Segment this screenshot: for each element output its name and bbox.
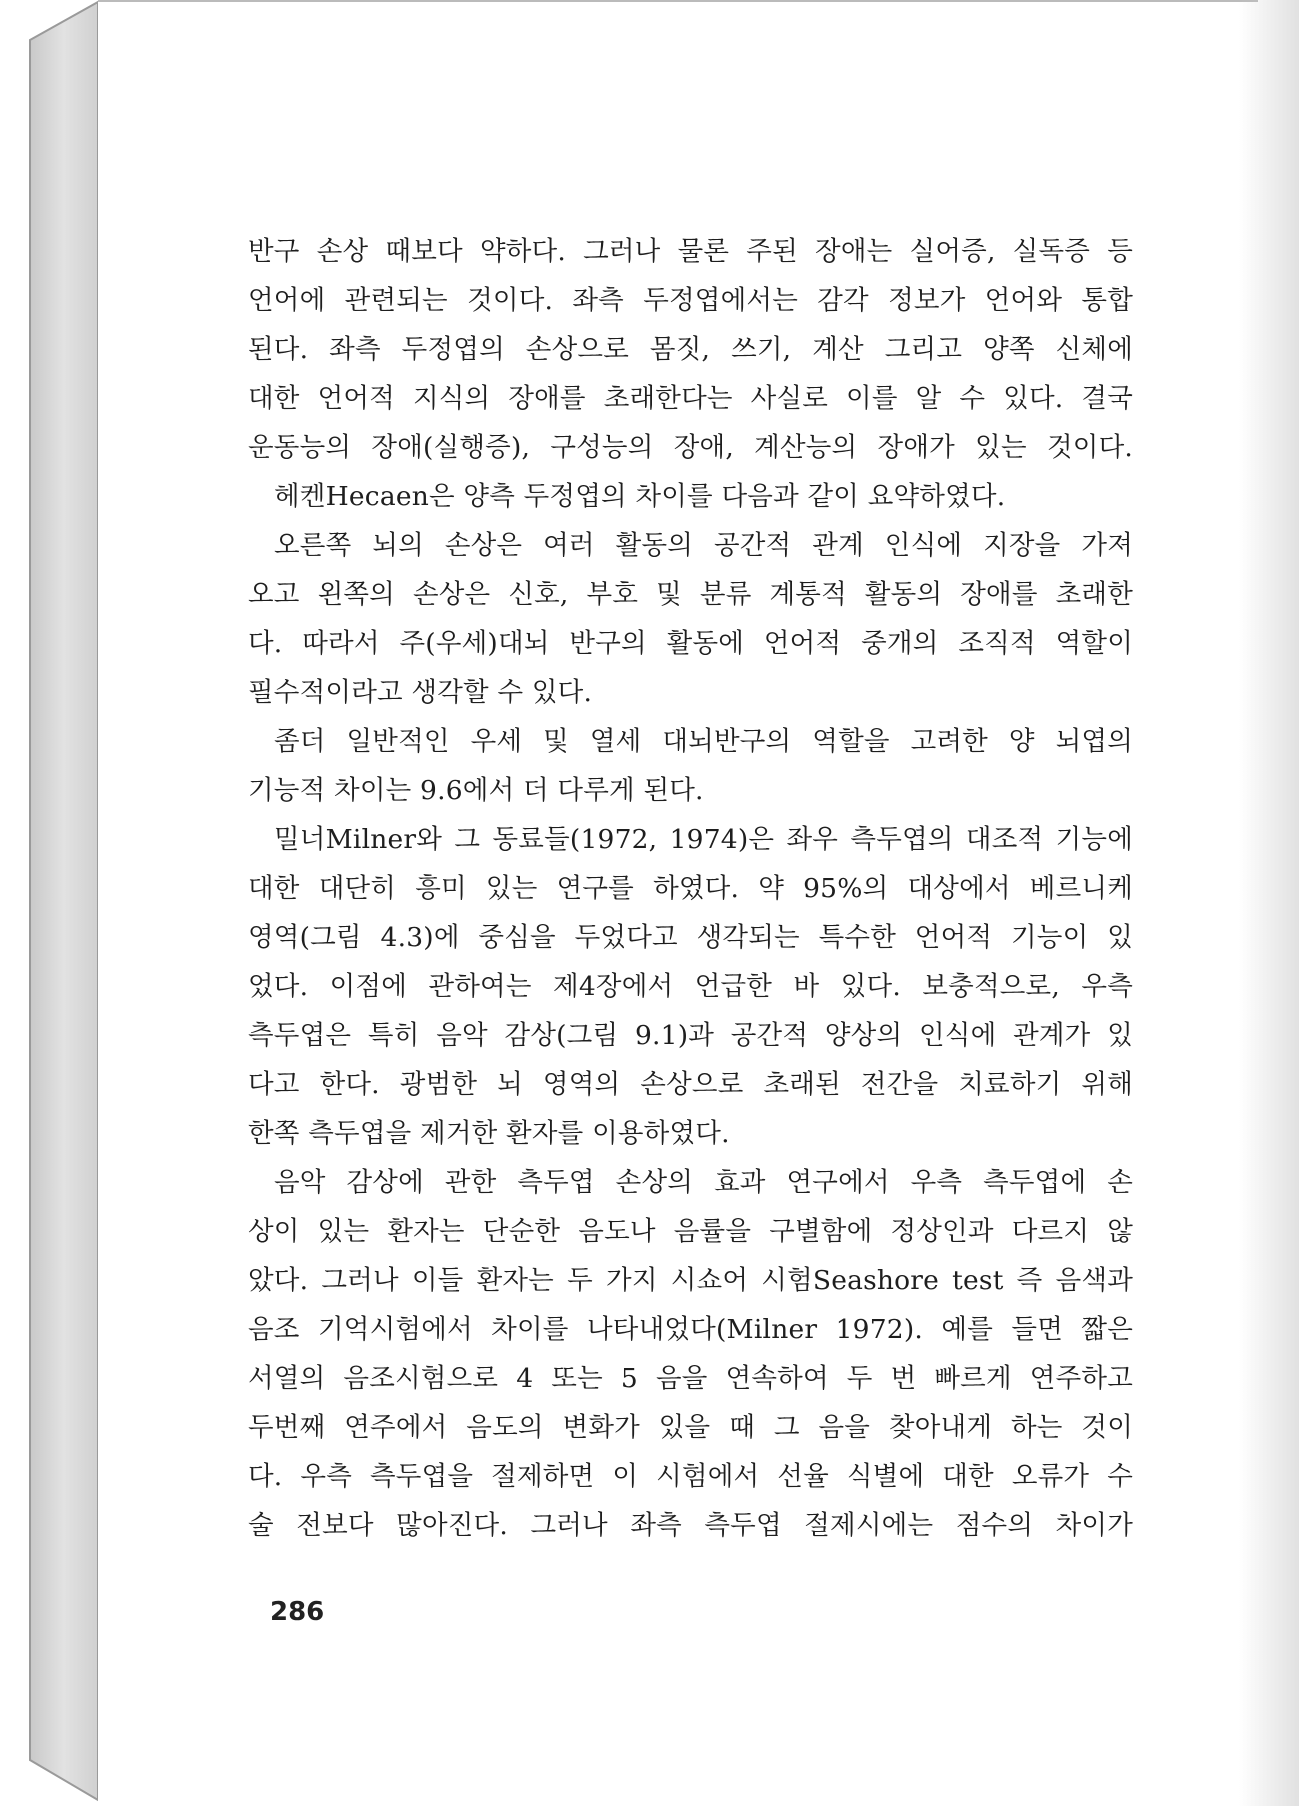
- text-line: 운동능의 장애(실행증), 구성능의 장애, 계산능의 장애가 있는 것이다.: [248, 432, 1133, 463]
- text-line: 두번째 연주에서 음도의 변화가 있을 때 그 음을 찾아내게 하는 것이: [248, 1412, 1133, 1443]
- text-line: 서열의 음조시험으로 4 또는 5 음을 연속하여 두 번 빠르게 연주하고: [248, 1363, 1133, 1394]
- text-line: 술 전보다 많아진다. 그러나 좌측 측두엽 절제시에는 점수의 차이가: [248, 1510, 1133, 1541]
- text-line: 대한 언어적 지식의 장애를 초래한다는 사실로 이를 알 수 있다. 결국: [248, 383, 1133, 414]
- text-line: 영역(그림 4.3)에 중심을 두었다고 생각되는 특수한 언어적 기능이 있: [248, 922, 1133, 953]
- text-line: 음조 기억시험에서 차이를 나타내었다(Milner 1972). 예를 들면 짧은: [248, 1314, 1133, 1345]
- text-line: 었다. 이점에 관하여는 제4장에서 언급한 바 있다. 보충적으로, 우측: [248, 971, 1133, 1002]
- text-line: 기능적 차이는 9.6에서 더 다루게 된다.: [248, 775, 704, 806]
- page-edge-shadow: [1239, 0, 1299, 1806]
- text-line: 대한 대단히 흥미 있는 연구를 하였다. 약 95%의 대상에서 베르니케: [248, 873, 1133, 904]
- text-line: 좀더 일반적인 우세 및 열세 대뇌반구의 역할을 고려한 양 뇌엽의: [274, 726, 1133, 757]
- text-line: 오고 왼쪽의 손상은 신호, 부호 및 분류 계통적 활동의 장애를 초래한: [248, 579, 1133, 610]
- text-line: 다. 따라서 주(우세)대뇌 반구의 활동에 언어적 중개의 조직적 역할이: [248, 628, 1133, 659]
- text-line: 한쪽 측두엽을 제거한 환자를 이용하였다.: [248, 1118, 730, 1149]
- text-line: 된다. 좌측 두정엽의 손상으로 몸짓, 쓰기, 계산 그리고 양쪽 신체에: [248, 334, 1133, 365]
- text-line: 밀너Milner와 그 동료들(1972, 1974)은 좌우 측두엽의 대조적 기능에: [274, 824, 1133, 855]
- text-line: 다. 우측 측두엽을 절제하면 이 시험에서 선율 식별에 대한 오류가 수: [248, 1461, 1133, 1492]
- text-line: 헤켄Hecaen은 양측 두정엽의 차이를 다음과 같이 요약하였다.: [274, 481, 1006, 512]
- text-line: 음악 감상에 관한 측두엽 손상의 효과 연구에서 우측 측두엽에 손: [274, 1167, 1133, 1198]
- text-line: 반구 손상 때보다 약하다. 그러나 물론 주된 장애는 실어증, 실독증 등: [248, 236, 1133, 267]
- text-line: 측두엽은 특히 음악 감상(그림 9.1)과 공간적 양상의 인식에 관계가 있: [248, 1020, 1133, 1051]
- text-line: 았다. 그러나 이들 환자는 두 가지 시쇼어 시험Seashore test 즉 음색과: [248, 1265, 1133, 1296]
- text-line: 상이 있는 환자는 단순한 음도나 음률을 구별함에 정상인과 다르지 않: [248, 1216, 1133, 1247]
- book-spine: [0, 0, 110, 1806]
- text-line: 언어에 관련되는 것이다. 좌측 두정엽에서는 감각 정보가 언어와 통합: [248, 285, 1133, 316]
- page-number: 286: [270, 1597, 325, 1627]
- text-line: 다고 한다. 광범한 뇌 영역의 손상으로 초래된 전간을 치료하기 위해: [248, 1069, 1133, 1100]
- book-page: [98, 0, 1258, 1802]
- body-text: [248, 227, 1133, 1550]
- text-line: 필수적이라고 생각할 수 있다.: [248, 677, 593, 708]
- text-line: 오른쪽 뇌의 손상은 여러 활동의 공간적 관계 인식에 지장을 가져: [274, 530, 1133, 561]
